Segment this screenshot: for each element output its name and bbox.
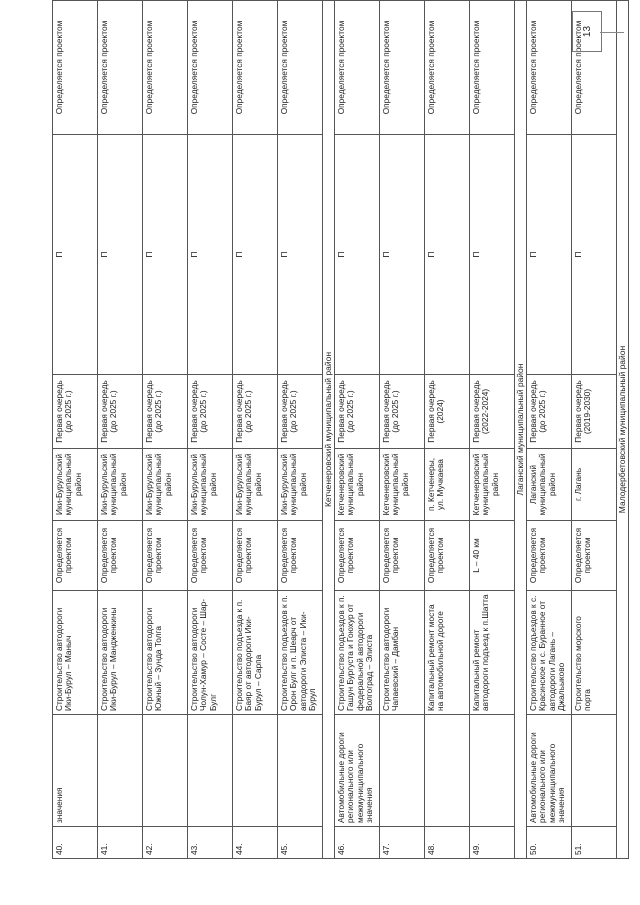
- object-name-cell: Строительство автодороги Чолун-Хамур – Состе – Шар-Булг: [188, 591, 233, 715]
- object-name-cell: Капитальный ремонт моста на автомобильной дороге: [425, 591, 470, 715]
- cost-cell: Определяется проектом: [233, 521, 278, 591]
- cost-cell: Определяется проектом: [143, 521, 188, 591]
- location-cell: Ики-Бурульский муниципальный район: [278, 449, 323, 521]
- table-row: [233, 1, 278, 859]
- object-name-cell: Строительство автодороги Чапаевский – Дамбан: [380, 591, 425, 715]
- table-row: [572, 1, 617, 859]
- period-cell: Первая очередь (до 2025 г.): [335, 375, 380, 449]
- period-cell: Первая очередь (до 2025 г.): [233, 375, 278, 449]
- status-cell: П: [278, 135, 323, 375]
- table-row: [527, 1, 572, 859]
- table-row: [380, 1, 425, 859]
- period-cell: Первая очередь (до 2025 г.): [278, 375, 323, 449]
- status-cell: П: [425, 135, 470, 375]
- location-cell: Ики-Бурульский муниципальный район: [98, 449, 143, 521]
- row-number: 47.: [380, 827, 425, 859]
- cost-cell: Определяется проектом: [527, 521, 572, 591]
- objects-table: [52, 0, 629, 859]
- page-number-tick: [600, 32, 624, 33]
- status-cell: П: [143, 135, 188, 375]
- period-cell: Первая очередь (до 2025 г.): [143, 375, 188, 449]
- financing-cell: Определяется проектом: [143, 1, 188, 135]
- category-cell: [188, 715, 233, 827]
- financing-cell: Определяется проектом: [335, 1, 380, 135]
- period-cell: Первая очередь (2022-2024): [470, 375, 515, 449]
- category-cell: [470, 715, 515, 827]
- financing-cell: Определяется проектом: [233, 1, 278, 135]
- status-cell: П: [188, 135, 233, 375]
- row-number: 46.: [335, 827, 380, 859]
- row-number: 50.: [527, 827, 572, 859]
- status-cell: П: [335, 135, 380, 375]
- table-row: [53, 1, 98, 859]
- period-cell: Первая очередь (2019-2030): [572, 375, 617, 449]
- category-cell: Автомобильные дороги регионального или межмуниципального значения: [335, 715, 380, 827]
- location-cell: п. Кетченеры, ул. Мучкаева: [425, 449, 470, 521]
- object-name-cell: Капитальный ремонт автодороги подъезд к п.Шатта: [470, 591, 515, 715]
- financing-cell: Определяется проектом: [527, 1, 572, 135]
- object-name-cell: Строительство автодороги Ики-Бурул – Мандженкины: [98, 591, 143, 715]
- category-cell: [98, 715, 143, 827]
- category-cell: [572, 715, 617, 827]
- cost-cell: L – 40 км: [470, 521, 515, 591]
- row-number: 44.: [233, 827, 278, 859]
- row-number: 43.: [188, 827, 233, 859]
- object-name-cell: Строительство подъездов к п. Гашун Бургуста и Гоюхур от федеральной автодороги Волгоград – Элиста: [335, 591, 380, 715]
- row-number: 42.: [143, 827, 188, 859]
- row-number: 45.: [278, 827, 323, 859]
- financing-cell: Определяется проектом: [425, 1, 470, 135]
- period-cell: Первая очередь (до 2025 г.): [527, 375, 572, 449]
- category-cell: [143, 715, 188, 827]
- table-row: [425, 1, 470, 859]
- table-row: [278, 1, 323, 859]
- category-cell: [380, 715, 425, 827]
- table-row: [188, 1, 233, 859]
- financing-cell: Определяется проектом: [470, 1, 515, 135]
- row-number: 49.: [470, 827, 515, 859]
- location-cell: Кетченеровский муниципальный район: [335, 449, 380, 521]
- object-name-cell: Строительство подъездов к с. Красинское и с. Буранное от автодороги Лагань – Джальыково: [527, 591, 572, 715]
- section-row: [617, 1, 629, 859]
- section-row: [515, 1, 527, 859]
- cost-cell: Определяется проектом: [335, 521, 380, 591]
- object-name-cell: Строительство подъезда к п. Баяр от автодороги Ики-Бурул – Сарпа: [233, 591, 278, 715]
- category-cell: [425, 715, 470, 827]
- status-cell: П: [233, 135, 278, 375]
- section-title: Лаганский муниципальный район: [515, 1, 527, 859]
- location-cell: Ики-Бурульский муниципальный район: [143, 449, 188, 521]
- table-row: [335, 1, 380, 859]
- financing-cell: Определяется проектом: [53, 1, 98, 135]
- cost-cell: Определяется проектом: [278, 521, 323, 591]
- cost-cell: Определяется проектом: [380, 521, 425, 591]
- row-number: 41.: [98, 827, 143, 859]
- status-cell: П: [572, 135, 617, 375]
- category-cell: значения: [53, 715, 98, 827]
- category-cell: [233, 715, 278, 827]
- status-cell: П: [380, 135, 425, 375]
- cost-cell: Определяется проектом: [188, 521, 233, 591]
- object-name-cell: Строительство морского порта: [572, 591, 617, 715]
- row-number: 40.: [53, 827, 98, 859]
- location-cell: Ики-Бурульский муниципальный район: [188, 449, 233, 521]
- row-number: 48.: [425, 827, 470, 859]
- financing-cell: Определяется проектом: [278, 1, 323, 135]
- status-cell: П: [53, 135, 98, 375]
- location-cell: г. Лагань: [572, 449, 617, 521]
- period-cell: Первая очередь (2024): [425, 375, 470, 449]
- location-cell: Лаганский муниципальный район: [527, 449, 572, 521]
- section-title: Кетченеровский муниципальный район: [323, 1, 335, 859]
- category-cell: [278, 715, 323, 827]
- page-number: 13: [572, 11, 602, 52]
- period-cell: Первая очередь (до 2025 г.): [98, 375, 143, 449]
- table-row: [98, 1, 143, 859]
- table-row: [143, 1, 188, 859]
- location-cell: Ики-Бурульский муниципальный район: [233, 449, 278, 521]
- status-cell: П: [527, 135, 572, 375]
- status-cell: П: [470, 135, 515, 375]
- financing-cell: Определяется проектом: [98, 1, 143, 135]
- period-cell: Первая очередь (до 2025 г.): [53, 375, 98, 449]
- location-cell: Ики-Бурульский муниципальный район: [53, 449, 98, 521]
- cost-cell: Определяется проектом: [98, 521, 143, 591]
- object-name-cell: Строительство автодороги Южный – Зунда Толга: [143, 591, 188, 715]
- financing-cell: Определяется проектом: [380, 1, 425, 135]
- object-name-cell: Строительство автодороги Ики-Бурул – Маныч: [53, 591, 98, 715]
- row-number: 51.: [572, 827, 617, 859]
- period-cell: Первая очередь (до 2025 г.): [380, 375, 425, 449]
- period-cell: Первая очередь (до 2025 г.): [188, 375, 233, 449]
- section-row: [323, 1, 335, 859]
- section-title: Малодербетовский муниципальный район: [617, 1, 629, 859]
- category-cell: Автомобильные дороги регионального или межмуниципального значения: [527, 715, 572, 827]
- object-name-cell: Строительство подъездов к п. Орон Булг и п. Шеарч от автодороги Элиста – Ики-Бурул: [278, 591, 323, 715]
- financing-cell: Определяется проектом: [572, 1, 617, 135]
- financing-cell: Определяется проектом: [188, 1, 233, 135]
- table-row: [470, 1, 515, 859]
- status-cell: П: [98, 135, 143, 375]
- cost-cell: Определяется проектом: [53, 521, 98, 591]
- location-cell: Кетченеровский муниципальный район: [470, 449, 515, 521]
- cost-cell: Определяется проектом: [572, 521, 617, 591]
- location-cell: Кетченеровский муниципальный район: [380, 449, 425, 521]
- cost-cell: Определяется проектом: [425, 521, 470, 591]
